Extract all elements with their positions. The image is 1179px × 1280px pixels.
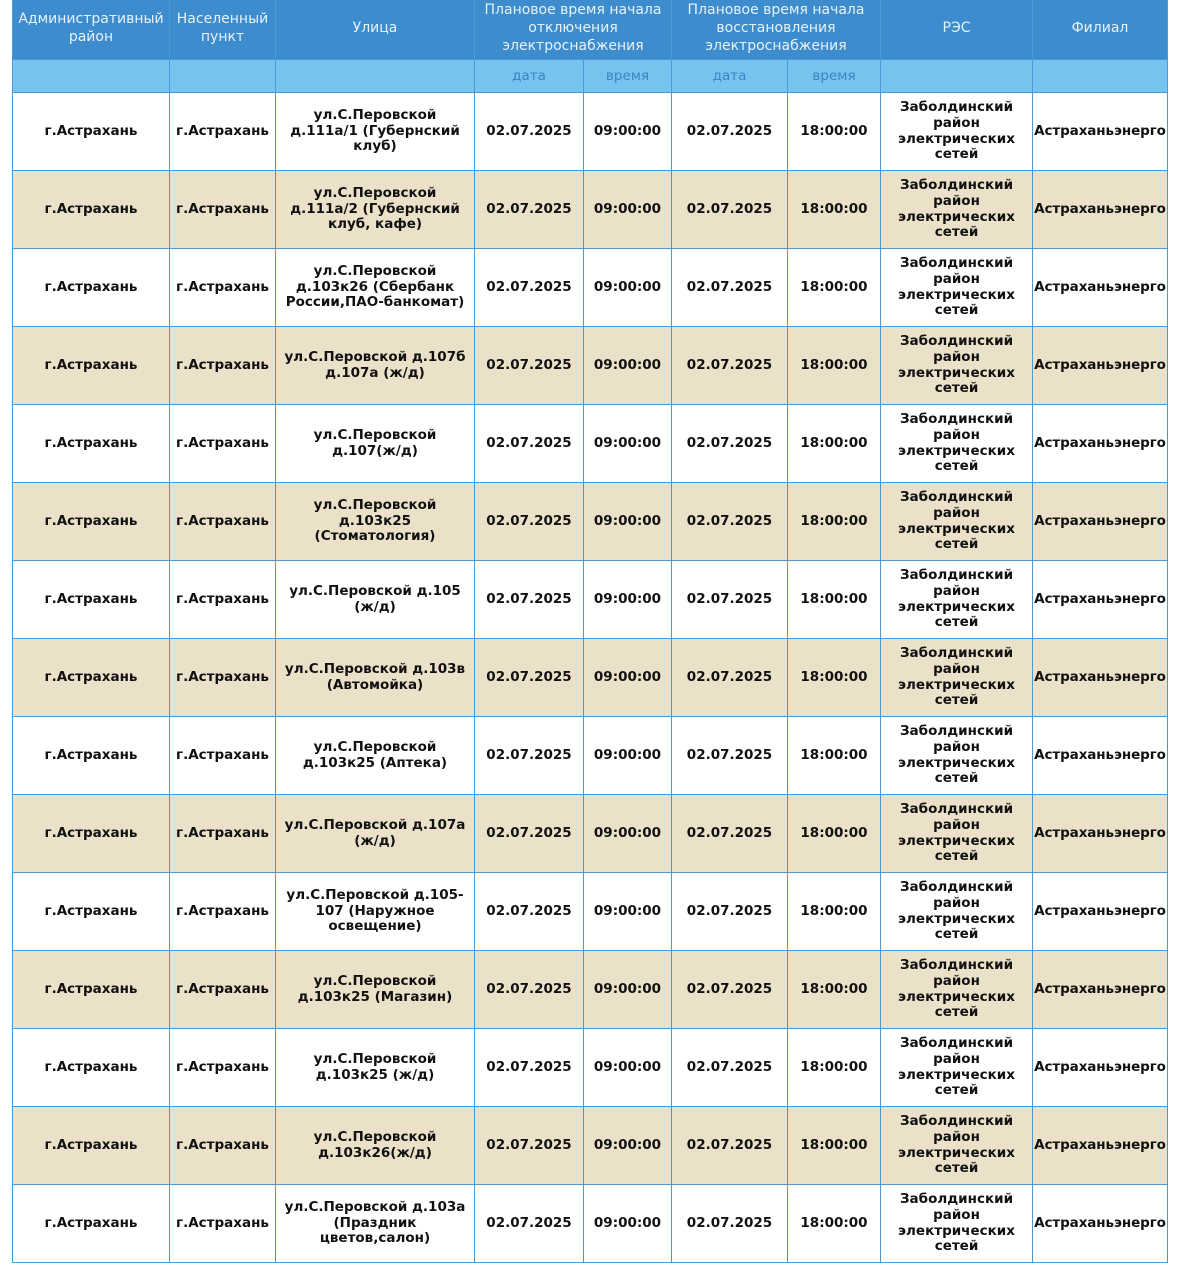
cell-off-time: 09:00:00 <box>584 951 672 1029</box>
cell-street: ул.С.Перовской д.111а/2 (Губернский клуб, кафе) <box>276 171 475 249</box>
header-planned-restore: Плановое время начала восстановления электроснабжения <box>672 0 881 60</box>
cell-off-date: 02.07.2025 <box>475 561 584 639</box>
header-street: Улица <box>276 0 475 60</box>
table-row <box>13 951 1168 1029</box>
cell-off-date: 02.07.2025 <box>475 1029 584 1107</box>
subheader-on-date: дата <box>672 60 788 93</box>
cell-off-time: 09:00:00 <box>584 795 672 873</box>
cell-off-date: 02.07.2025 <box>475 327 584 405</box>
cell-on-date: 02.07.2025 <box>672 561 788 639</box>
cell-on-date: 02.07.2025 <box>672 327 788 405</box>
cell-on-date: 02.07.2025 <box>672 951 788 1029</box>
cell-admin-district: г.Астрахань <box>13 951 170 1029</box>
cell-res: Заболдинский район электрических сетей <box>881 171 1033 249</box>
cell-street: ул.С.Перовской д.107(ж/д) <box>276 405 475 483</box>
cell-on-time: 18:00:00 <box>788 951 881 1029</box>
cell-on-date: 02.07.2025 <box>672 93 788 171</box>
header-row <box>13 0 1168 60</box>
cell-branch: Астраханьэнерго <box>1033 639 1168 717</box>
cell-locality: г.Астрахань <box>170 639 276 717</box>
subheader-empty <box>881 60 1033 93</box>
cell-on-date: 02.07.2025 <box>672 795 788 873</box>
subheader-empty <box>13 60 170 93</box>
cell-branch: Астраханьэнерго <box>1033 1185 1168 1263</box>
cell-locality: г.Астрахань <box>170 717 276 795</box>
cell-admin-district: г.Астрахань <box>13 717 170 795</box>
cell-off-time: 09:00:00 <box>584 1185 672 1263</box>
header-planned-off: Плановое время начала отключения электроснабжения <box>475 0 672 60</box>
cell-res: Заболдинский район электрических сетей <box>881 327 1033 405</box>
cell-res: Заболдинский район электрических сетей <box>881 873 1033 951</box>
cell-admin-district: г.Астрахань <box>13 249 170 327</box>
cell-locality: г.Астрахань <box>170 951 276 1029</box>
cell-on-time: 18:00:00 <box>788 1029 881 1107</box>
cell-off-time: 09:00:00 <box>584 93 672 171</box>
cell-admin-district: г.Астрахань <box>13 639 170 717</box>
cell-street: ул.С.Перовской д.107б д.107а (ж/д) <box>276 327 475 405</box>
cell-street: ул.С.Перовской д.103к26 (Сбербанк России,ПАО-банкомат) <box>276 249 475 327</box>
cell-off-time: 09:00:00 <box>584 483 672 561</box>
header-locality: Населенный пункт <box>170 0 276 60</box>
cell-on-date: 02.07.2025 <box>672 639 788 717</box>
cell-off-date: 02.07.2025 <box>475 639 584 717</box>
cell-off-time: 09:00:00 <box>584 561 672 639</box>
table-row <box>13 327 1168 405</box>
cell-res: Заболдинский район электрических сетей <box>881 93 1033 171</box>
table-row <box>13 1029 1168 1107</box>
subheader-off-date: дата <box>475 60 584 93</box>
cell-on-date: 02.07.2025 <box>672 717 788 795</box>
cell-on-time: 18:00:00 <box>788 93 881 171</box>
cell-off-time: 09:00:00 <box>584 1029 672 1107</box>
cell-locality: г.Астрахань <box>170 93 276 171</box>
cell-res: Заболдинский район электрических сетей <box>881 249 1033 327</box>
cell-off-time: 09:00:00 <box>584 873 672 951</box>
cell-street: ул.С.Перовской д.105-107 (Наружное освещение) <box>276 873 475 951</box>
cell-branch: Астраханьэнерго <box>1033 249 1168 327</box>
cell-on-date: 02.07.2025 <box>672 483 788 561</box>
cell-street: ул.С.Перовской д.103к26(ж/д) <box>276 1107 475 1185</box>
cell-locality: г.Астрахань <box>170 561 276 639</box>
table-row <box>13 795 1168 873</box>
cell-off-date: 02.07.2025 <box>475 1185 584 1263</box>
cell-on-time: 18:00:00 <box>788 795 881 873</box>
subheader-off-time: время <box>584 60 672 93</box>
cell-street: ул.С.Перовской д.107а (ж/д) <box>276 795 475 873</box>
outage-table-container <box>12 0 1167 1263</box>
subheader-empty <box>170 60 276 93</box>
table-row <box>13 1107 1168 1185</box>
cell-on-time: 18:00:00 <box>788 873 881 951</box>
cell-on-time: 18:00:00 <box>788 639 881 717</box>
cell-res: Заболдинский район электрических сетей <box>881 1185 1033 1263</box>
cell-on-date: 02.07.2025 <box>672 873 788 951</box>
table-row <box>13 171 1168 249</box>
cell-admin-district: г.Астрахань <box>13 483 170 561</box>
cell-on-date: 02.07.2025 <box>672 405 788 483</box>
cell-off-time: 09:00:00 <box>584 717 672 795</box>
cell-off-date: 02.07.2025 <box>475 873 584 951</box>
cell-on-time: 18:00:00 <box>788 249 881 327</box>
table-row <box>13 639 1168 717</box>
cell-res: Заболдинский район электрических сетей <box>881 561 1033 639</box>
cell-street: ул.С.Перовской д.103в (Автомойка) <box>276 639 475 717</box>
cell-admin-district: г.Астрахань <box>13 873 170 951</box>
cell-street: ул.С.Перовской д.103к25 (ж/д) <box>276 1029 475 1107</box>
cell-branch: Астраханьэнерго <box>1033 795 1168 873</box>
table-row <box>13 405 1168 483</box>
cell-branch: Астраханьэнерго <box>1033 1029 1168 1107</box>
cell-on-date: 02.07.2025 <box>672 1107 788 1185</box>
cell-off-date: 02.07.2025 <box>475 483 584 561</box>
cell-admin-district: г.Астрахань <box>13 1185 170 1263</box>
cell-admin-district: г.Астрахань <box>13 795 170 873</box>
cell-street: ул.С.Перовской д.103к25 (Магазин) <box>276 951 475 1029</box>
table-row <box>13 561 1168 639</box>
table-body <box>13 93 1168 1263</box>
cell-res: Заболдинский район электрических сетей <box>881 1107 1033 1185</box>
cell-off-time: 09:00:00 <box>584 171 672 249</box>
cell-off-time: 09:00:00 <box>584 1107 672 1185</box>
cell-off-date: 02.07.2025 <box>475 1107 584 1185</box>
table-row <box>13 717 1168 795</box>
table-header <box>13 0 1168 93</box>
cell-off-time: 09:00:00 <box>584 639 672 717</box>
cell-admin-district: г.Астрахань <box>13 171 170 249</box>
cell-res: Заболдинский район электрических сетей <box>881 405 1033 483</box>
cell-street: ул.С.Перовской д.103к25 (Стоматология) <box>276 483 475 561</box>
cell-res: Заболдинский район электрических сетей <box>881 717 1033 795</box>
cell-branch: Астраханьэнерго <box>1033 93 1168 171</box>
cell-on-date: 02.07.2025 <box>672 1029 788 1107</box>
cell-admin-district: г.Астрахань <box>13 93 170 171</box>
cell-off-date: 02.07.2025 <box>475 951 584 1029</box>
cell-locality: г.Астрахань <box>170 1185 276 1263</box>
cell-on-time: 18:00:00 <box>788 561 881 639</box>
table-row <box>13 1185 1168 1263</box>
cell-admin-district: г.Астрахань <box>13 561 170 639</box>
cell-on-date: 02.07.2025 <box>672 249 788 327</box>
cell-on-date: 02.07.2025 <box>672 1185 788 1263</box>
cell-branch: Астраханьэнерго <box>1033 171 1168 249</box>
cell-on-time: 18:00:00 <box>788 327 881 405</box>
cell-res: Заболдинский район электрических сетей <box>881 483 1033 561</box>
cell-off-date: 02.07.2025 <box>475 795 584 873</box>
cell-street: ул.С.Перовской д.103к25 (Аптека) <box>276 717 475 795</box>
cell-on-date: 02.07.2025 <box>672 171 788 249</box>
cell-res: Заболдинский район электрических сетей <box>881 951 1033 1029</box>
cell-branch: Астраханьэнерго <box>1033 951 1168 1029</box>
cell-on-time: 18:00:00 <box>788 1185 881 1263</box>
cell-street: ул.С.Перовской д.103а (Праздник цветов,салон) <box>276 1185 475 1263</box>
cell-off-time: 09:00:00 <box>584 249 672 327</box>
header-branch: Филиал <box>1033 0 1168 60</box>
cell-locality: г.Астрахань <box>170 249 276 327</box>
cell-locality: г.Астрахань <box>170 1107 276 1185</box>
cell-branch: Астраханьэнерго <box>1033 327 1168 405</box>
cell-locality: г.Астрахань <box>170 327 276 405</box>
cell-branch: Астраханьэнерго <box>1033 561 1168 639</box>
cell-locality: г.Астрахань <box>170 405 276 483</box>
cell-branch: Астраханьэнерго <box>1033 483 1168 561</box>
cell-branch: Астраханьэнерго <box>1033 405 1168 483</box>
cell-res: Заболдинский район электрических сетей <box>881 795 1033 873</box>
subheader-empty <box>1033 60 1168 93</box>
cell-on-time: 18:00:00 <box>788 717 881 795</box>
cell-admin-district: г.Астрахань <box>13 1029 170 1107</box>
cell-locality: г.Астрахань <box>170 171 276 249</box>
cell-locality: г.Астрахань <box>170 795 276 873</box>
table-row <box>13 249 1168 327</box>
cell-branch: Астраханьэнерго <box>1033 717 1168 795</box>
subheader-on-time: время <box>788 60 881 93</box>
cell-res: Заболдинский район электрических сетей <box>881 1029 1033 1107</box>
cell-branch: Астраханьэнерго <box>1033 1107 1168 1185</box>
cell-off-date: 02.07.2025 <box>475 171 584 249</box>
table-row <box>13 93 1168 171</box>
subheader-empty <box>276 60 475 93</box>
cell-locality: г.Астрахань <box>170 1029 276 1107</box>
table-row <box>13 873 1168 951</box>
table-row <box>13 483 1168 561</box>
cell-admin-district: г.Астрахань <box>13 1107 170 1185</box>
cell-off-date: 02.07.2025 <box>475 405 584 483</box>
cell-off-date: 02.07.2025 <box>475 249 584 327</box>
subheader-row <box>13 60 1168 93</box>
outage-schedule-table <box>12 0 1168 1263</box>
cell-street: ул.С.Перовской д.105 (ж/д) <box>276 561 475 639</box>
header-admin-district: Административный район <box>13 0 170 60</box>
cell-res: Заболдинский район электрических сетей <box>881 639 1033 717</box>
cell-off-time: 09:00:00 <box>584 327 672 405</box>
cell-street: ул.С.Перовской д.111а/1 (Губернский клуб) <box>276 93 475 171</box>
cell-branch: Астраханьэнерго <box>1033 873 1168 951</box>
cell-locality: г.Астрахань <box>170 483 276 561</box>
header-res: РЭС <box>881 0 1033 60</box>
cell-admin-district: г.Астрахань <box>13 327 170 405</box>
cell-off-time: 09:00:00 <box>584 405 672 483</box>
cell-locality: г.Астрахань <box>170 873 276 951</box>
cell-off-date: 02.07.2025 <box>475 93 584 171</box>
cell-on-time: 18:00:00 <box>788 1107 881 1185</box>
cell-on-time: 18:00:00 <box>788 405 881 483</box>
cell-admin-district: г.Астрахань <box>13 405 170 483</box>
cell-off-date: 02.07.2025 <box>475 717 584 795</box>
cell-on-time: 18:00:00 <box>788 171 881 249</box>
cell-on-time: 18:00:00 <box>788 483 881 561</box>
